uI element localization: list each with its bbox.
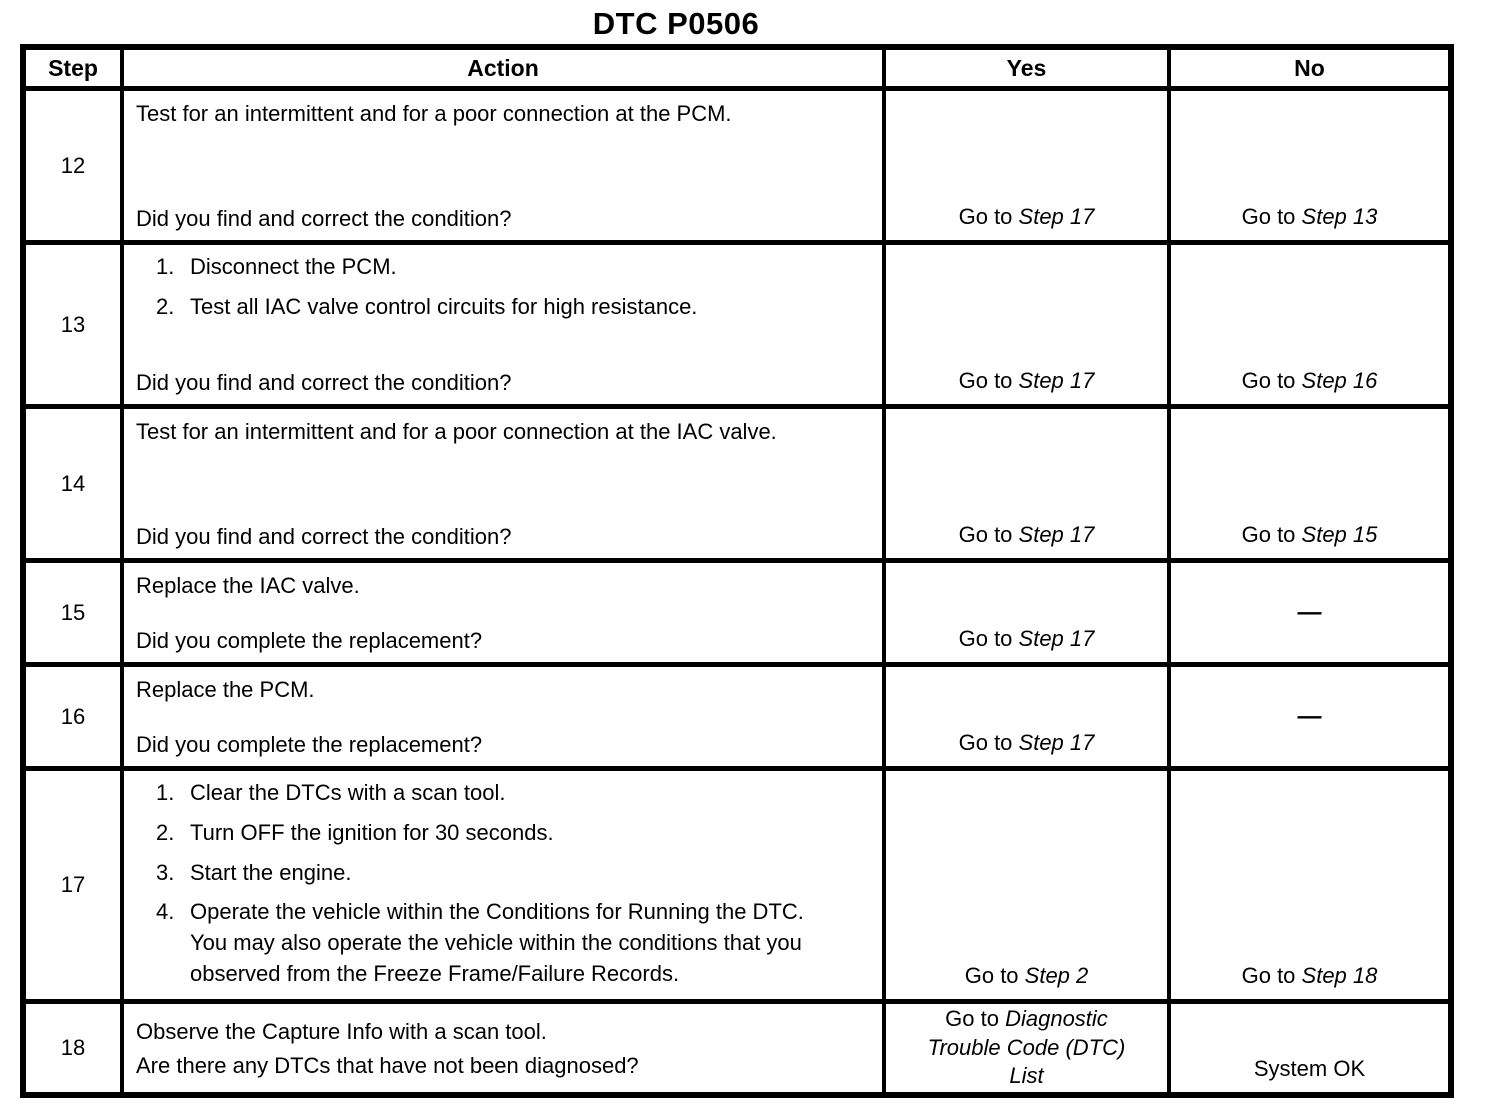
no-cell xyxy=(1171,245,1448,404)
step-number: 13 xyxy=(26,245,120,404)
step-number: 16 xyxy=(26,667,120,766)
no-instruction: System OK xyxy=(1253,1056,1366,1082)
col-header-no: No xyxy=(1171,50,1448,86)
no-cell xyxy=(1171,771,1448,999)
page-title: DTC P0506 xyxy=(592,6,760,41)
action-question: Did you find and correct the condition? xyxy=(136,523,512,549)
no-instruction: Go to Step 13 xyxy=(1241,204,1378,230)
yes-instruction: Go to Step 17 xyxy=(958,730,1095,756)
no-dash: — xyxy=(1297,702,1322,730)
action-cell xyxy=(124,563,882,662)
dtc-diagnostic-table xyxy=(20,44,1454,1098)
yes-instruction: Go to Step 17 xyxy=(958,368,1095,394)
action-question: Did you find and correct the condition? xyxy=(136,205,512,231)
col-header-step: Step xyxy=(26,50,120,86)
list-item: 1. Disconnect the PCM. xyxy=(156,254,397,279)
no-dash: — xyxy=(1297,598,1322,626)
no-instruction: Go to Step 18 xyxy=(1241,963,1378,989)
action-text: Replace the PCM. xyxy=(136,677,315,702)
list-item: 2. Turn OFF the ignition for 30 seconds. xyxy=(156,819,554,845)
action-question: Did you complete the replacement? xyxy=(136,731,483,757)
action-text: Observe the Capture Info with a scan tool. xyxy=(136,1018,547,1044)
yes-cell xyxy=(886,563,1167,662)
yes-cell xyxy=(886,245,1167,404)
step-number: 18 xyxy=(26,1004,120,1092)
action-step-list xyxy=(156,778,872,999)
yes-instruction: Go to Step 2 xyxy=(964,963,1089,989)
no-cell xyxy=(1171,563,1448,662)
no-cell xyxy=(1171,1004,1448,1092)
action-text: Replace the IAC valve. xyxy=(136,573,360,598)
action-cell xyxy=(124,409,882,558)
yes-cell xyxy=(886,1004,1167,1092)
action-cell xyxy=(124,1004,882,1092)
step-number: 15 xyxy=(26,563,120,662)
no-cell xyxy=(1171,91,1448,240)
yes-instruction: Go to Diagnostic Trouble Code (DTC) List xyxy=(927,1006,1126,1089)
action-question: Did you complete the replacement? xyxy=(136,627,483,653)
no-cell xyxy=(1171,409,1448,558)
list-item: 4. Operate the vehicle within the Conditions for Running the DTC. You may also operate the vehicle within the conditions that you observed from the Freeze Frame/Failure Records. xyxy=(156,899,804,986)
yes-instruction: Go to Step 17 xyxy=(958,626,1095,652)
no-cell xyxy=(1171,667,1448,766)
col-header-action: Action xyxy=(124,50,882,86)
yes-cell xyxy=(886,91,1167,240)
no-instruction: Go to Step 15 xyxy=(1241,522,1378,548)
step-number: 14 xyxy=(26,409,120,558)
yes-cell xyxy=(886,771,1167,999)
action-text: Test for an intermittent and for a poor connection at the PCM. xyxy=(136,101,732,126)
no-instruction: Go to Step 16 xyxy=(1241,368,1378,394)
list-item: 3. Start the engine. xyxy=(156,859,352,885)
action-question: Are there any DTCs that have not been diagnosed? xyxy=(136,1052,639,1078)
action-cell xyxy=(124,667,882,766)
list-item: 1. Clear the DTCs with a scan tool. xyxy=(156,780,506,805)
action-text: Test for an intermittent and for a poor connection at the IAC valve. xyxy=(136,419,777,444)
list-item: 2. Test all IAC valve control circuits for high resistance. xyxy=(156,293,698,319)
step-number: 12 xyxy=(26,91,120,240)
col-header-yes: Yes xyxy=(886,50,1167,86)
yes-cell xyxy=(886,667,1167,766)
yes-cell xyxy=(886,409,1167,558)
action-cell xyxy=(124,91,882,240)
action-cell xyxy=(124,245,882,404)
action-step-list xyxy=(156,252,872,332)
step-number: 17 xyxy=(26,771,120,999)
yes-instruction: Go to Step 17 xyxy=(958,204,1095,230)
action-question: Did you find and correct the condition? xyxy=(136,369,512,395)
action-cell xyxy=(124,771,882,999)
yes-instruction: Go to Step 17 xyxy=(958,522,1095,548)
